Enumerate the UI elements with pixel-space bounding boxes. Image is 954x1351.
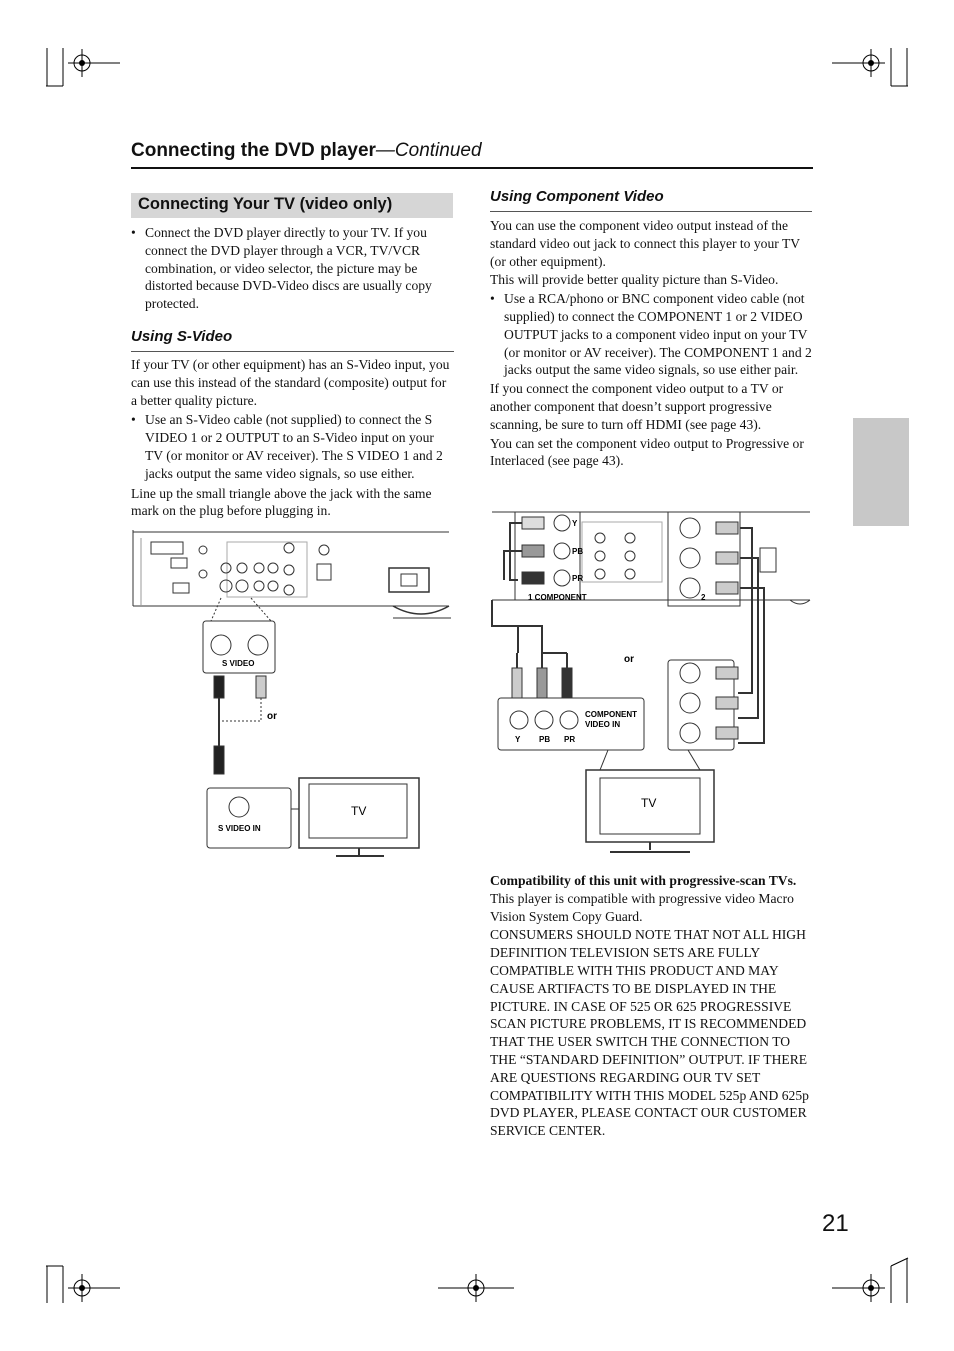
svideo-text <box>131 356 454 520</box>
svideo-para1: If your TV (or other equipment) has an S-Video input, you can use this instead of the standard (composite) output for a better quality picture. <box>131 357 450 408</box>
component-para4: You can set the component video output to Progressive or Interlaced (see page 43). <box>490 435 804 469</box>
input-jack-pr-label: PR <box>564 735 576 744</box>
compat-para: This player is compatible with progressive video Macro Vision System Copy Guard. <box>490 890 794 924</box>
compat-heading: Compatibility of this unit with progressive-scan TVs. <box>490 873 797 888</box>
section-title: Connecting Your TV (video only) <box>138 195 393 213</box>
component-para3: If you connect the component video output to a TV or another component that doesn’t support progressive scanning, be sure to turn off HDMI (see page 43). <box>490 381 784 432</box>
component-or-label: or <box>624 654 634 665</box>
component-input-label-1: COMPONENT <box>585 710 637 719</box>
input-jack-pb-label: PB <box>539 735 551 744</box>
component-para1: You can use the component video output instead of the standard video out jack to connect this player to your TV (or other equipment). <box>490 218 800 269</box>
component-para2: This will provide better quality picture than S-Video. <box>490 272 779 288</box>
consumers-para: CONSUMERS SHOULD NOTE THAT NOT ALL HIGH DEFINITION TELEVISION SETS ARE FULLY COMPATIBLE WITH THIS PRODUCT AND MAY CAUSE ARTIFACTS TO BE DISPLAYED IN THE PICTURE. IN CASE OF 525 OR 625 PROGRESSIVE SCAN PICTURE PROBLEMS, IT IS RECOMMENDED THAT THE USER SWITCH THE CONNECTION TO THE “STANDARD DEFINITION” OUTPUT. IF THERE ARE QUESTIONS REGARDING OUR TV SET COMPATIBILITY WITH THIS MODEL 525p AND 625p DVD PLAYER, PLEASE CONTACT OUR CUSTOMER SERVICE CENTER. <box>490 927 809 1139</box>
component1-label: 1 COMPONENT <box>528 593 587 602</box>
svideo-heading: Using S-Video <box>131 328 233 345</box>
page-title-main: Connecting the DVD player <box>131 140 376 161</box>
component-heading: Using Component Video <box>490 188 664 205</box>
svideo-bullet: • Use an S-Video cable (not supplied) to connect the S VIDEO 1 or 2 OUTPUT to an S-Video input on your TV (or monitor or AV receiver). The S VIDEO 1 and 2 jacks output the same video signals, so use either. <box>131 411 454 482</box>
page-title-continued: —Continued <box>375 140 482 161</box>
chapter-side-tab <box>853 418 909 526</box>
svideo-diagram <box>131 528 456 868</box>
section-title-box <box>131 193 453 218</box>
intro-bullet: • Connect the DVD player directly to your TV. If you connect the DVD player through a VCR, TV/VCR combination, or video selector, the picture may be distorted because DVD-Video discs are usually copy protected. <box>131 224 454 313</box>
svideo-in-label: S VIDEO IN <box>218 824 261 833</box>
tv-label-right: TV <box>641 796 657 810</box>
jack-pb-label: PB <box>572 547 584 556</box>
svideo-para2: Line up the small triangle above the jack with the same mark on the plug before plugging in. <box>131 485 432 519</box>
svideo-jack-label: S VIDEO <box>222 659 255 668</box>
intro-text <box>131 224 454 313</box>
page-title <box>131 140 482 162</box>
title-rule <box>131 167 813 169</box>
jack-pr-label: PR <box>572 574 584 583</box>
jack-y-label: Y <box>572 519 578 528</box>
input-jack-y-label: Y <box>515 735 521 744</box>
component-heading-rule <box>490 211 812 212</box>
component-text <box>490 217 813 470</box>
component-bullet: • Use a RCA/phono or BNC component video cable (not supplied) to connect the COMPONENT 1 or 2 VIDEO OUTPUT jacks to a component video input on your TV (or monitor or AV receiver). The COMPONENT 1 and 2 jacks output the same video signals, so use either pair. <box>490 290 813 379</box>
svideo-or-label: or <box>267 711 277 722</box>
component2-label: 2 <box>701 593 706 602</box>
tv-label-left: TV <box>351 804 367 818</box>
component-diagram <box>490 508 815 863</box>
svideo-heading-rule <box>131 351 454 352</box>
compatibility-text <box>490 872 813 1140</box>
component-input-label-2: VIDEO IN <box>585 720 621 729</box>
page-number: 21 <box>822 1210 849 1237</box>
